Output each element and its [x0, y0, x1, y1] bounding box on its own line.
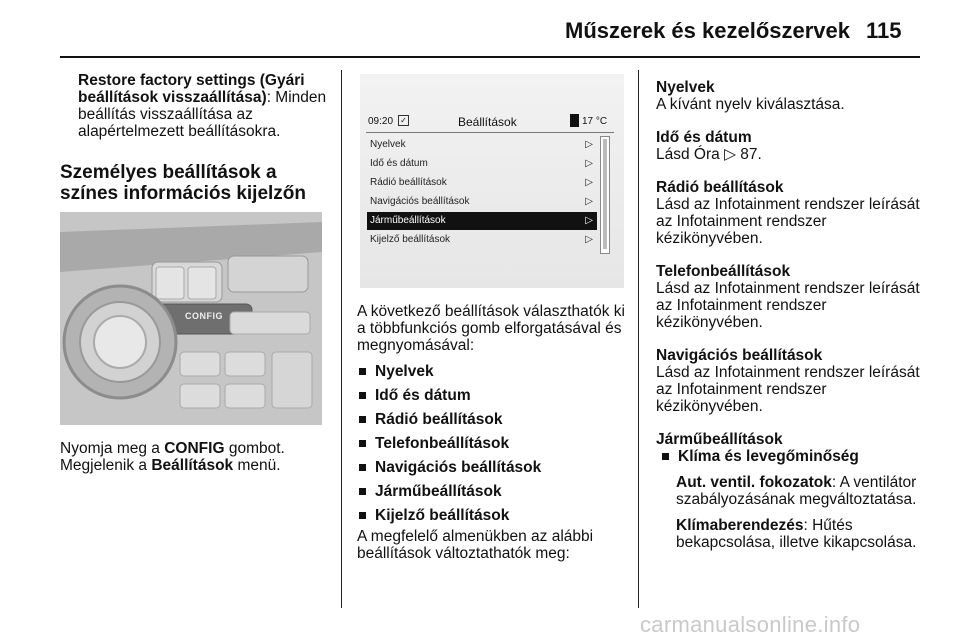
menu-row-nyelvek[interactable]: Nyelvek ▷: [367, 136, 597, 154]
autvent-term: Aut. ventil. fokozatok: [676, 474, 832, 491]
chevron-right-icon: ▷: [585, 196, 593, 207]
navi-text: Lásd az Infotainment rendszer leírását az Infotainment rendszer kézikönyvében.: [656, 364, 920, 415]
nyelvek-title: Nyelvek: [656, 79, 715, 96]
scrollbar-thumb[interactable]: [603, 139, 607, 249]
klima-bullet: Klíma és levegőminőség: [660, 448, 928, 465]
section-heading: Személyes beállítások a színes információs kijelzőn: [60, 162, 307, 204]
restore-paragraph: [78, 72, 328, 140]
bullet-item: Rádió beállítások: [357, 411, 629, 428]
radio-text: Lásd az Infotainment rendszer leírását az Infotainment rendszer kézikönyvében.: [656, 196, 920, 247]
chevron-right-icon: ▷: [585, 158, 593, 169]
menu-row-navigacio[interactable]: Navigációs beállítások ▷: [367, 193, 597, 211]
jarmu-title: Járműbeállítások: [656, 431, 783, 448]
bullet-item: Nyelvek: [357, 363, 629, 380]
caption: [60, 440, 330, 474]
page-number: 115: [866, 18, 902, 43]
ido-text: Lásd Óra ▷ 87.: [656, 146, 762, 163]
nyelvek-text: A kívánt nyelv kiválasztása.: [656, 96, 845, 113]
menu-row-ido[interactable]: Idő és dátum ▷: [367, 155, 597, 173]
settings-screen: [360, 74, 624, 288]
navi-title: Navigációs beállítások: [656, 347, 823, 364]
column-divider-2: [638, 70, 639, 608]
bullet-item: Navigációs beállítások: [357, 459, 629, 476]
telefon-text: Lásd az Infotainment rendszer leírását az Infotainment rendszer kézikönyvében.: [656, 280, 920, 331]
chevron-right-icon: ▷: [585, 215, 593, 226]
intro-text: A következő beállítások választhatók ki a többfunkciós gomb elforgatásával és megnyomásával:: [357, 303, 625, 354]
telefon-title: Telefonbeállítások: [656, 263, 791, 280]
config-button-label: CONFIG: [185, 311, 223, 321]
chevron-right-icon: ▷: [585, 139, 593, 150]
bullet-square-icon: [359, 368, 366, 375]
bullet-square-icon: [359, 488, 366, 495]
bullet-item: Járműbeállítások: [357, 483, 629, 500]
thermometer-icon: [570, 114, 579, 127]
clock-icon: ✓: [398, 115, 409, 126]
menu-row-radio[interactable]: Rádió beállítások ▷: [367, 174, 597, 192]
menu-row-kijelzo[interactable]: Kijelző beállítások ▷: [367, 231, 597, 249]
bullet-square-icon: [359, 440, 366, 447]
column-2: [357, 303, 629, 562]
klimab-paragraph: Klímaberendezés: Hűtés bekapcsolása, illetve kikapcsolása.: [676, 517, 917, 551]
column-divider-1: [341, 70, 342, 608]
bullet-square-icon: [359, 512, 366, 519]
bullet-item: Telefonbeállítások: [357, 435, 629, 452]
bullet-square-icon: [359, 392, 366, 399]
header-rule: [60, 56, 920, 58]
restore-description: : Minden beállítás visszaállítása az alapértelmezett beállításokra.: [78, 89, 327, 140]
menu-row-jarmu[interactable]: Járműbeállítások ▷: [367, 212, 597, 230]
restore-term: Restore factory settings (Gyári beállítások visszaállítása): [78, 72, 305, 106]
watermark-url: carmanualsonline.info: [640, 612, 861, 637]
bullet-square-icon: [359, 464, 366, 471]
menu-scrollbar[interactable]: [600, 136, 610, 254]
outro-text: A megfelelő almenükben az alábbi beállítások változtathatók meg:: [357, 528, 594, 562]
screen-title: Beállítások: [458, 115, 517, 129]
column-1: [78, 72, 328, 140]
screen-divider: [366, 132, 614, 133]
chevron-right-icon: ▷: [585, 177, 593, 188]
page-header-title: Műszerek és kezelőszervek: [565, 18, 850, 43]
config-term: CONFIG: [164, 440, 225, 457]
bullet-square-icon: [662, 453, 669, 460]
config-button-photo: [60, 212, 322, 425]
chevron-right-icon: ▷: [585, 234, 593, 245]
caption-line-1: Nyomja meg a CONFIG gombot.: [60, 440, 285, 457]
bullet-square-icon: [359, 416, 366, 423]
ido-title: Idő és dátum: [656, 129, 752, 146]
bullet-item: Kijelző beállítások: [357, 507, 629, 524]
column-3: [656, 79, 928, 551]
beallitasok-term: Beállítások: [151, 457, 234, 474]
radio-title: Rádió beállítások: [656, 179, 784, 196]
bullet-item: Idő és dátum: [357, 387, 629, 404]
screen-temperature: 17 °C: [582, 116, 608, 127]
caption-line-2: Megjelenik a Beállítások menü.: [60, 457, 281, 474]
screen-time: 09:20: [368, 116, 394, 127]
klimab-term: Klímaberendezés: [676, 517, 804, 534]
page-reference-arrow-icon: ▷: [724, 146, 736, 163]
autvent-paragraph: Aut. ventil. fokozatok: A ventilátor szabályozásának megváltoztatása.: [676, 474, 917, 508]
